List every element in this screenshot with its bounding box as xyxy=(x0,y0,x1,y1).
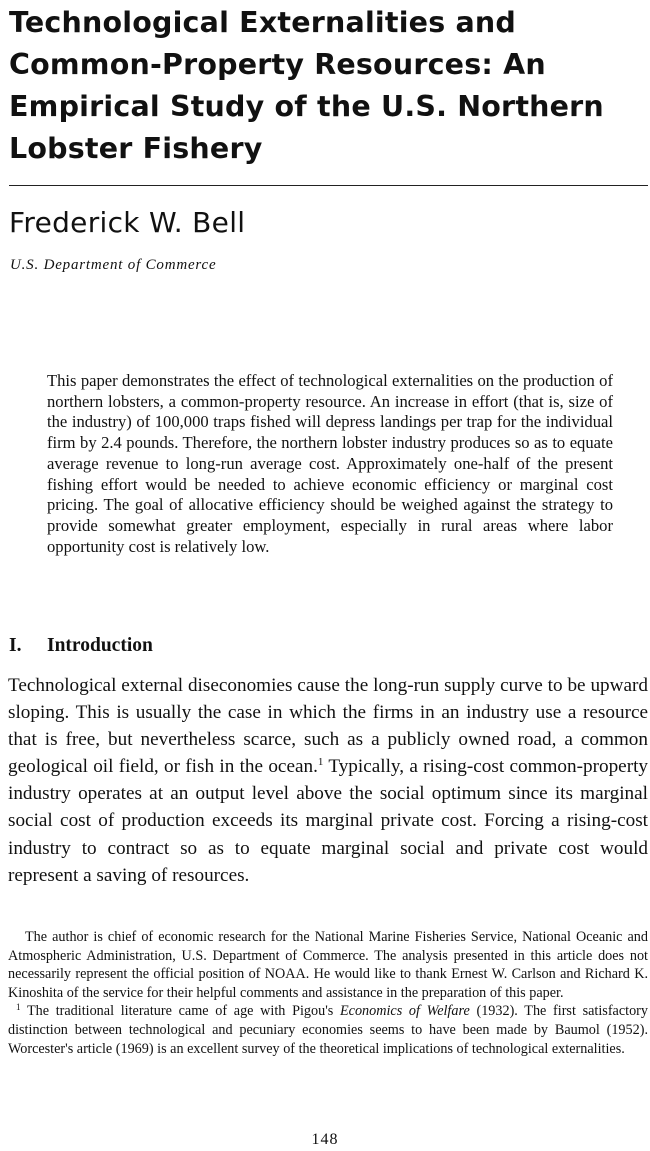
abstract: This paper demonstrates the effect of technological externalities on the production of northern lobsters, a common-property resource. An increase in effort (that is, size of the industry) of 100,000 traps fished will depress landings per trap for the individual firm by 2.4 pounds. Therefore, the northern lobster industry produces so as to equate average revenue to long-run average cost. Approximately one-half of the present fishing effort would be needed to achieve economic efficiency or marginal cost pricing. The goal of allocative efficiency should be weighed against the strategy to provide somewhat greater employment, especially in rural areas where labor opportunity cost is relatively low. xyxy=(47,371,613,556)
article-title: Technological Externalities and Common-Property Resources: An Empirical Study of the U.S. Northern Lobster Fishery xyxy=(9,6,604,165)
footnote-text-start: The traditional literature came of age with Pigou's xyxy=(20,1003,340,1020)
footnote-text-end: (1932). The first satisfactory distinction between technological and pecuniary economies seems to have been made by Baumol (1952). Worcester's article (1969) is an excellent survey of the theoretical implications of technological externalities. xyxy=(8,1003,648,1057)
footnote-marker: 1 xyxy=(16,1002,21,1013)
author-note: The author is chief of economic research for the National Marine Fisheries Service, National Oceanic and Atmospheric Administration, U.S. Department of Commerce. The analysis presented in this article does not necessarily represent the official position of NOAA. He would like to thank Ernest W. Carlson and Richard K. Kinoshita of the service for their helpful comments and assistance in the preparation of this paper. xyxy=(8,929,648,1001)
introduction-paragraph xyxy=(8,672,648,889)
author-name: Frederick W. Bell xyxy=(9,206,246,239)
section-number: I. xyxy=(9,635,22,656)
footnote-1 xyxy=(8,1002,648,1058)
section-heading xyxy=(9,632,153,660)
section-title: Introduction xyxy=(47,635,153,656)
author-affiliation: U.S. Department of Commerce xyxy=(10,257,217,273)
footnote-book-title: Economics of Welfare xyxy=(339,1003,470,1020)
footnote-reference: 1 xyxy=(317,756,324,769)
title-divider xyxy=(9,185,648,186)
footnotes xyxy=(8,928,648,1058)
paragraph-text-part1: Technological external diseconomies cause the long-run supply curve to be upward sloping. This is usually the case in which the firms in an industry use a resource that is free, but nevertheless scarce, such as a publicly owned road, a common geological oil field, or fish in the ocean. xyxy=(8,675,648,778)
paragraph-text-part2: Typically, a rising-cost common-property industry operates at an output level above the social optimum since its marginal social cost of production exceeds its marginal private cost. Forcing a rising-cost industry to contract so as to equate marginal social and private cost would represent a saving of resources. xyxy=(8,756,649,886)
page-number: 148 xyxy=(311,1131,339,1148)
